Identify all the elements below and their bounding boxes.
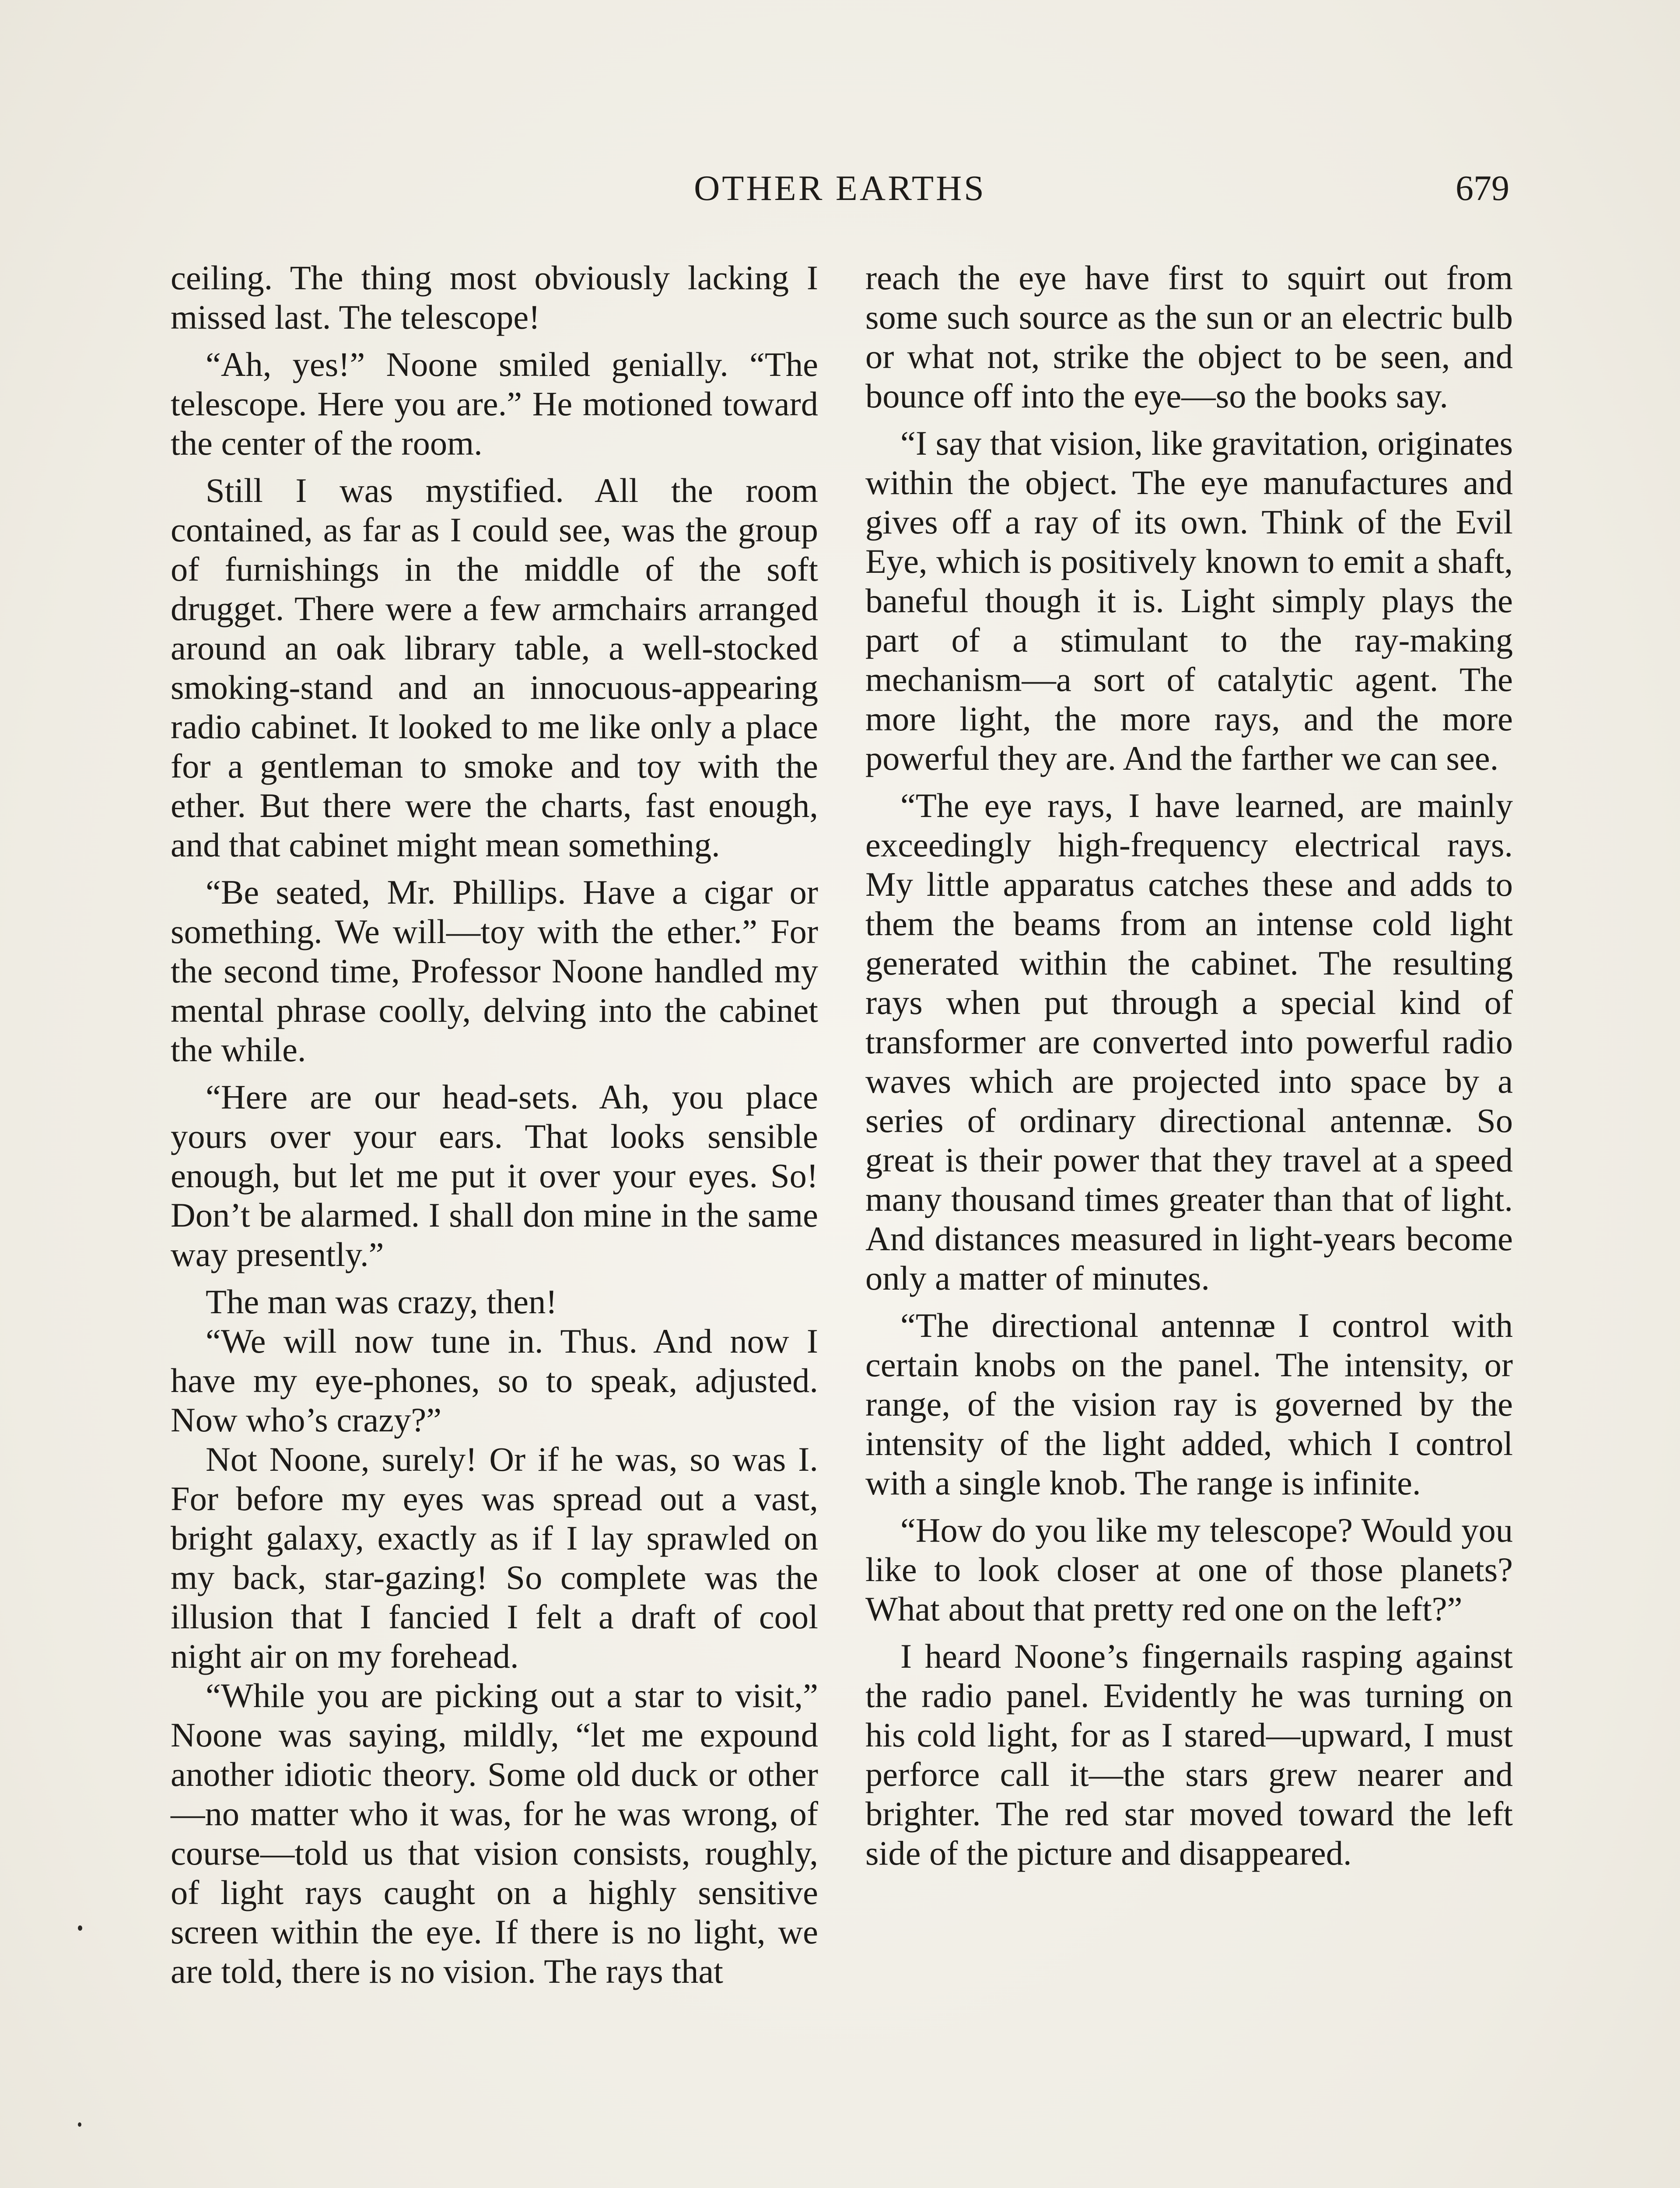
print-speck [78,2122,81,2127]
running-title: OTHER EARTHS [694,168,986,208]
page-number: 679 [1456,168,1509,208]
paragraph: “Ah, yes!” Noone smiled genially. “The telescope. Here you are.” He motioned toward the center of the room. [171,345,818,462]
paragraph: reach the eye have first to squirt out from some such source as the sun or an electric bulb or what not, strike the object to be seen, and bounce off into the eye—so the books say. [865,259,1513,415]
left-column [171,258,818,1999]
paragraph: “Be seated, Mr. Phillips. Have a cigar or something. We will—toy with the ether.” For the second time, Professor Noone handled my mental phrase coolly, delving into the cabinet the while. [171,873,818,1069]
paragraph: ceiling. The thing most obviously lacking I missed last. The telescope! [171,259,818,336]
right-column [865,258,1513,1881]
paragraph: “I say that vision, like gravitation, originates within the object. The eye manufactures and gives off a ray of its own. Think of the Evil Eye, which is positively known to emit a shaft, baneful though it is. Light simply plays the part of a stimulant to the ray-making mechanism—a sort of catalytic agent. The more light, the more rays, and the more powerful they are. And the farther we can see. [865,424,1513,777]
print-speck [78,1925,82,1931]
paragraph: “How do you like my telescope? Would you like to look closer at one of those planets? What about that pretty red one on the left?” [865,1511,1513,1628]
running-head [171,164,1509,212]
paragraph: I heard Noone’s fingernails rasping against the radio panel. Evidently he was turning on his cold light, for as I stared—upward, I must perforce call it—the stars grew nearer and brighter. The red star moved toward the left side of the picture and disappeared. [865,1637,1513,1872]
paragraph: “While you are picking out a star to visit,” Noone was saying, mildly, “let me expound another idiotic theory. Some old duck or other—no matter who it was, for he was wrong, of course—told us that vision consists, roughly, of light rays caught on a highly sensitive screen within the eye. If there is no light, we are told, there is no vision. The rays that [171,1676,818,1990]
paragraph: Still I was mystified. All the room contained, as far as I could see, was the group of furnishings in the middle of the soft drugget. There were a few armchairs arranged around an oak library table, a well-stocked smoking-stand and an innocuous-appearing radio cabinet. It looked to me like only a place for a gentleman to smoke and toy with the ether. But there were the charts, fast enough, and that cabinet might mean something. [171,471,818,864]
paragraph: “The directional antennæ I control with certain knobs on the panel. The intensity, or range, of the vision ray is governed by the intensity of the light added, which I control with a single knob. The range is infinite. [865,1306,1513,1502]
paragraph: “We will now tune in. Thus. And now I have my eye-phones, so to speak, adjusted. Now who’s crazy?” [171,1322,818,1439]
paragraph: “Here are our head-sets. Ah, you place yours over your ears. That looks sensible enough, but let me put it over your eyes. So! Don’t be alarmed. I shall don mine in the same way presently.” [171,1078,818,1273]
paragraph: The man was crazy, then! [206,1283,557,1321]
paragraph: Not Noone, surely! Or if he was, so was I. For before my eyes was spread out a vast, bright galaxy, exactly as if I lay sprawled on my back, star-gazing! So complete was the illusion that I fancied I felt a draft of cool night air on my forehead. [171,1440,818,1675]
paragraph: “The eye rays, I have learned, are mainly exceedingly high-frequency electrical rays. My little apparatus catches these and adds to them the beams from an intense cold light generated within the cabinet. The resulting rays when put through a special kind of transformer are converted into powerful radio waves which are projected into space by a series of ordinary directional antennæ. So great is their power that they travel at a speed many thousand times greater than that of light. And distances measured in light-years become only a matter of minutes. [865,786,1513,1297]
